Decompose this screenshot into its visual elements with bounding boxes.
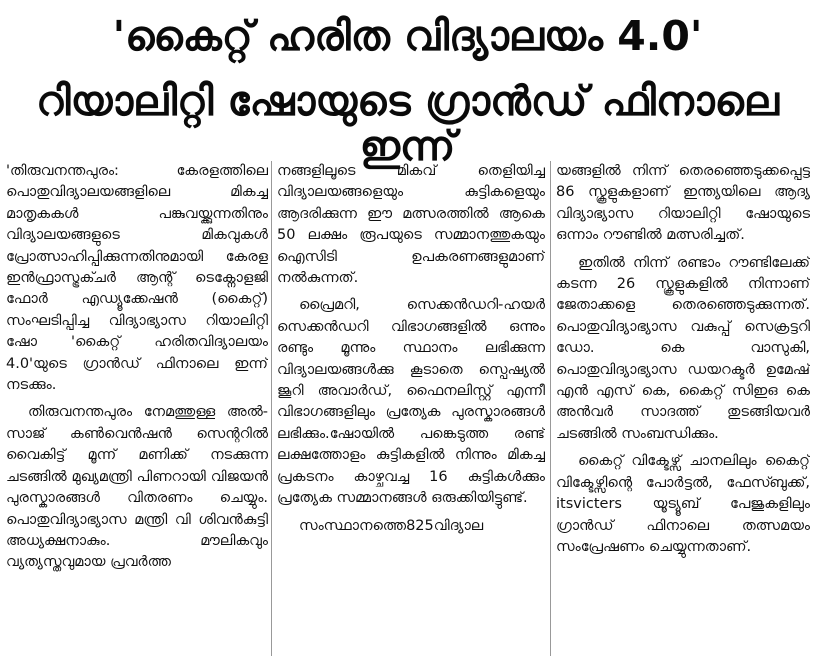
paragraph: 'തിരുവനന്തപുരം: കേരളത്തിലെ പൊതുവിദ്യാലയങ്ങളിലെ മികച്ച മാതൃകകൾ പങ്കുവയ്ക്കുന്നതിനും വിദ്യാലയങ്ങളുടെ മികവുകൾ പ്രോത്സാഹിപ്പിക്കുന്നതിനുമായി കേരള ഇൻഫ്രാസ്ട്രക്ചർ ആന്റ് ടെക്നോളജി ഫോർ എഡ്യൂക്കേഷൻ (കൈറ്റ്) സംഘടിപ്പിച്ച വിദ്യാഭ്യാസ റിയാലിറ്റി ഷോ 'കൈറ്റ് ഹരിതവിദ്യാലയം 4.0'യുടെ ഗ്രാൻഡ് ഫിനാലെ ഇന്ന് നടക്കും. [6,163,268,394]
article-column-3 [556,161,810,661]
headline-line-1: 'കൈറ്റ് ഹരിത വിദ്യാലയം 4.0' [112,12,703,60]
paragraph: യങ്ങളിൽ നിന്ന് തെരഞ്ഞെടുക്കപ്പെട്ട 86 സ്കൂളുകളാണ് ഇന്ത്യയിലെ ആദ്യ വിദ്യാഭ്യാസ റിയാലിറ്റി ഷോയുടെ ഒന്നാം റൗണ്ടിൽ മത്സരിച്ചത്. [556,163,810,244]
article-column-2 [277,161,545,661]
column-divider [550,161,551,656]
headline-line-2: റിയാലിറ്റി ഷോയുടെ ഗ്രാൻഡ് ഫിനാലെ ഇന്ന് [36,77,779,171]
paragraph: പ്രൈമറി, സെക്കൻഡറി-ഹയർ സെക്കൻഡറി വിഭാഗങ്ങളിൽ ഒന്നും രണ്ടും മൂന്നും സ്ഥാനം ലഭിക്കുന്ന വിദ്യാലയങ്ങൾക്കു കൂടാതെ സ്പെഷ്യൽ ജൂറി അവാർഡ്, ഫൈനലിസ്റ്റ് എന്നീ വിഭാഗങ്ങളിലും പ്രത്യേക പുരസ്കാരങ്ങൾ ലഭിക്കും.ഷോയിൽ പങ്കെടുത്ത രണ്ട് ലക്ഷത്തോളം കുട്ടികളിൽ നിന്നും മികച്ച പ്രകടനം കാഴ്ചവച്ച 16 കുട്ടികൾക്കും പ്രത്യേക സമ്മാനങ്ങൾ ഒരുക്കിയിട്ടുണ്ട്. [277,297,545,507]
paragraph: കൈറ്റ് വിക്ടേഴ്സ് ചാനലിലും കൈറ്റ് വിക്ടേഴ്സിന്റെ പോർട്ടൽ, ഫേസ്ബുക്ക്, itsvicters യൂട്യൂബ് പേജുകളിലും ഗ്രാൻഡ് ഫിനാലെ തത്സമയം സംപ്രേഷണം ചെയ്യുന്നതാണ്. [556,453,810,555]
paragraph: ഇതിൽ നിന്ന് രണ്ടാം റൗണ്ടിലേക്ക് കടന്ന 26 സ്കൂളുകളിൽ നിന്നാണ് ജേതാക്കളെ തെരഞ്ഞെടുക്കുന്നത്. പൊതുവിദ്യാഭ്യാസ വകുപ്പ് സെക്രട്ടറി ഡോ. കെ വാസുകി, പൊതുവിദ്യാഭ്യാസ ഡയറക്ടർ ഉമേഷ് എൻ എസ് കെ, കൈറ്റ് സിഇഒ കെ അൻവർ സാദത്ത് തുടങ്ങിയവർ ചടങ്ങിൽ സംബന്ധിക്കും. [556,254,810,442]
paragraph: സംസ്ഥാനത്തെ825വിദ്യാല [299,517,484,534]
article-column-1 [6,161,268,661]
paragraph: തിരുവനന്തപുരം നേമത്തുള്ള അൽ-സാജ് കൺവെൻഷൻ സെന്ററിൽ വൈകിട്ട് മൂന്ന് മണിക്ക് നടക്കുന്ന ചടങ്ങിൽ മുഖ്യമന്ത്രി പിണറായി വിജയൻ പുരസ്കാരങ്ങൾ വിതരണം ചെയ്യും. പൊതുവിദ്യാഭ്യാസ മന്ത്രി വി ശിവൻകുട്ടി അധ്യക്ഷനാകും. മൗലികവും വ്യത്യസ്തവുമായ പ്രവർത്ത [6,404,268,571]
column-divider [271,161,272,656]
paragraph: നങ്ങളിലൂടെ മികവ് തെളിയിച്ച വിദ്യാലയങ്ങളെയും കുട്ടികളെയും ആദരിക്കുന്ന ഈ മത്സരത്തിൽ ആകെ 50 ലക്ഷം രൂപയുടെ സമ്മാനത്തുകയും ഐസിടി ഉപകരണങ്ങളുമാണ് നൽകുന്നത്. [277,163,545,287]
